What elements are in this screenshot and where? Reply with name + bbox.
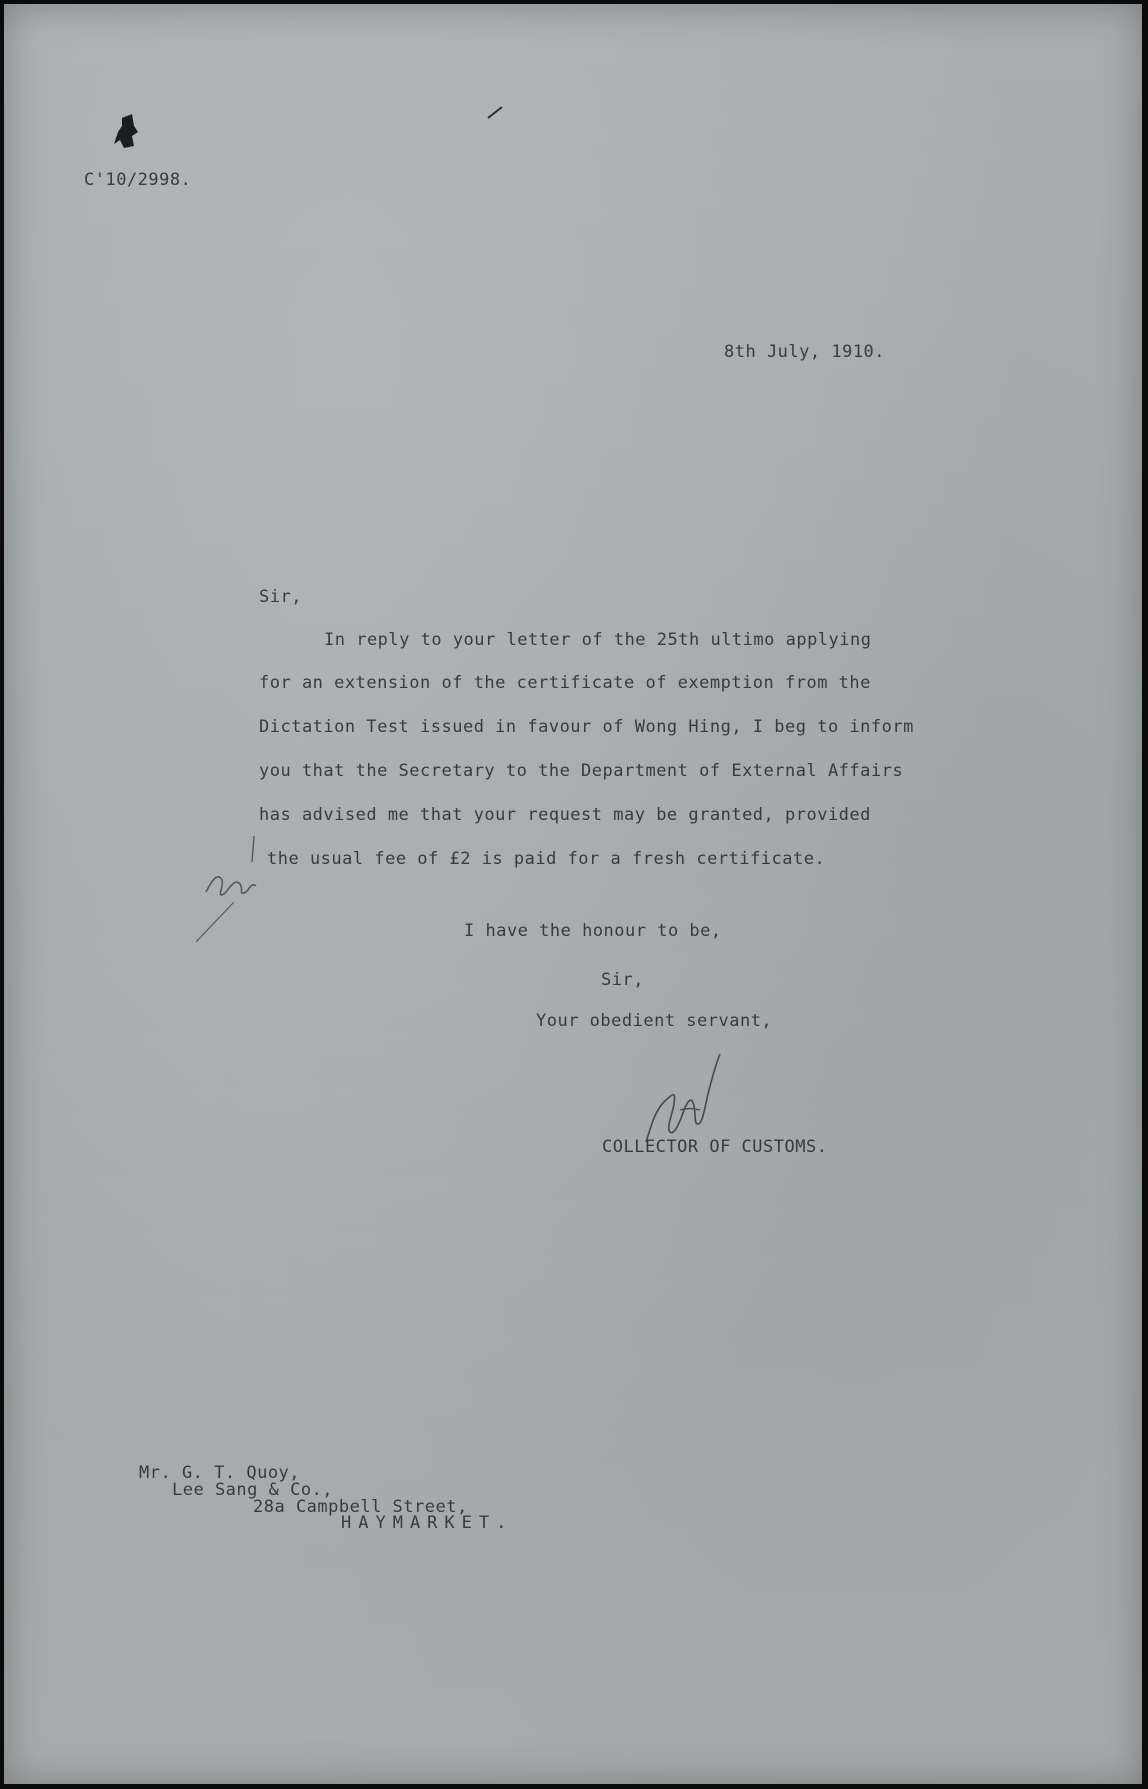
letter-page [4, 4, 1142, 1784]
salutation: Sir, [259, 587, 302, 607]
letter-date: 8th July, 1910. [724, 342, 886, 362]
closing-line-3: Your obedient servant, [536, 1011, 773, 1031]
closing-line-2: Sir, [601, 970, 644, 990]
body-line: for an extension of the certificate of exemption from the [259, 673, 871, 693]
handwritten-signature [640, 1050, 722, 1150]
closing-line-1: I have the honour to be, [464, 921, 722, 941]
signoff-title: COLLECTOR OF CUSTOMS. [602, 1137, 828, 1157]
body-line: you that the Secretary to the Department of External Affairs [259, 761, 904, 781]
address-line-4: HAYMARKET. [341, 1513, 514, 1533]
address-line-1: Mr. G. T. Quoy, [139, 1463, 301, 1483]
pencil-tick-mark [486, 104, 506, 120]
margin-initials-pencil [194, 832, 264, 944]
body-line: has advised me that your request may be granted, provided [259, 805, 871, 825]
body-line: the usual fee of £2 is paid for a fresh certificate. [267, 849, 826, 869]
reference-number: C'10/2998. [84, 170, 192, 190]
address-line-2: Lee Sang & Co., [172, 1480, 334, 1500]
body-line: Dictation Test issued in favour of Wong Hing, I beg to inform [259, 717, 914, 737]
corner-stamp-mark [108, 112, 148, 156]
address-line-3: 28a Campbell Street, [253, 1497, 468, 1517]
body-line: In reply to your letter of the 25th ultimo applying [324, 630, 872, 650]
